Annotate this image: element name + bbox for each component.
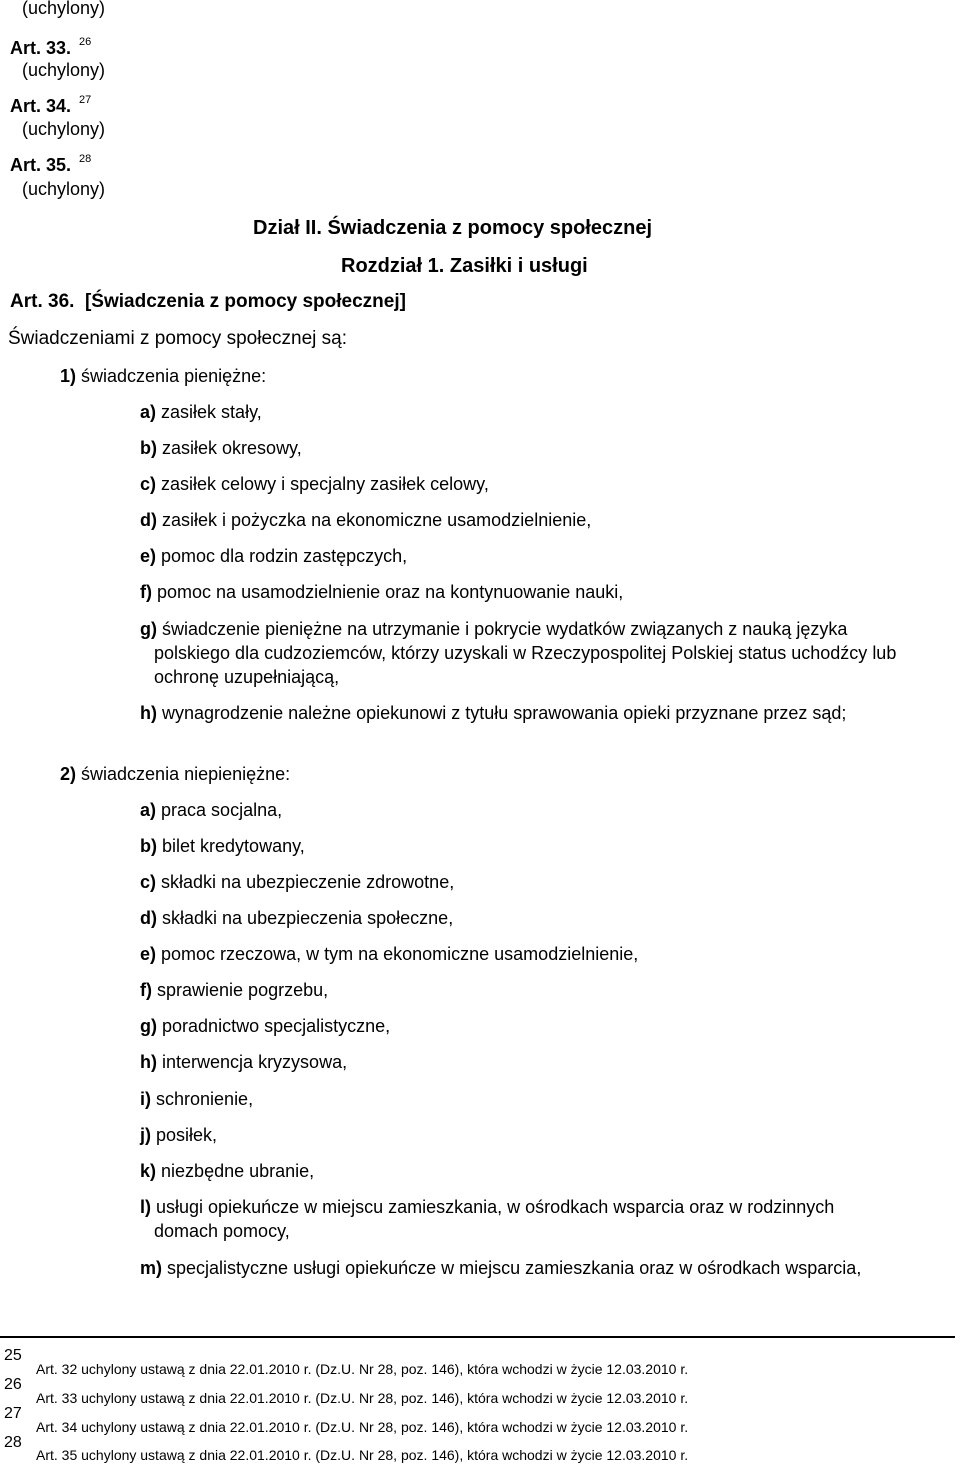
article-status: (uchylony) bbox=[22, 179, 106, 199]
article-intro: Świadczeniami z pomocy społecznej są: bbox=[8, 328, 347, 349]
article-label: Art. 36. bbox=[10, 291, 75, 312]
list-item: f) sprawienie pogrzebu, bbox=[140, 980, 329, 1000]
article-36-header bbox=[10, 291, 406, 313]
list-item: i) schronienie, bbox=[140, 1089, 254, 1109]
list-item: k) niezbędne ubranie, bbox=[140, 1161, 315, 1181]
list-item: b) bilet kredytowany, bbox=[140, 836, 305, 856]
list-item: h) interwencja kryzysowa, bbox=[140, 1052, 348, 1072]
article-title: [Świadczenia z pomocy społecznej] bbox=[84, 291, 406, 312]
article-status: (uchylony) bbox=[22, 119, 106, 139]
point-1: 1) świadczenia pieniężne: bbox=[60, 366, 267, 386]
list-item: g) świadczenie pieniężne na utrzymanie i pokrycie wydatków związanych z nauką języka polskiego dla cudzoziemców, którzy uzyskali w Rzeczypospolitej Polskiej status uchodźcy lub ochronę uzupełniającą, bbox=[140, 619, 897, 687]
list-item: h) wynagrodzenie należne opiekunowi z tytułu sprawowania opieki przyznane przez sąd; bbox=[140, 703, 847, 723]
list-item: e) pomoc dla rodzin zastępczych, bbox=[140, 546, 408, 566]
article-label: Art. 34. $^{27}$ bbox=[10, 94, 92, 116]
footnote-ref[interactable]: 28 bbox=[79, 153, 92, 165]
list-item: a) zasiłek stały, bbox=[140, 402, 262, 422]
list-item: b) zasiłek okresowy, bbox=[140, 438, 302, 458]
footnote-number: 27 bbox=[4, 1405, 22, 1422]
footnote-separator bbox=[0, 1336, 955, 1338]
list-item: g) poradnictwo specjalistyczne, bbox=[140, 1016, 391, 1036]
article-label: Art. 35. $^{28}$ bbox=[10, 153, 92, 175]
list-item: j) posiłek, bbox=[140, 1125, 218, 1145]
list-item: c) zasiłek celowy i specjalny zasiłek celowy, bbox=[140, 474, 489, 494]
division-title: Dział II. Świadczenia z pomocy społecznej bbox=[253, 217, 653, 239]
article-status: (uchylony) bbox=[22, 60, 106, 80]
footnote-ref[interactable]: 27 bbox=[79, 94, 92, 106]
footnote-ref[interactable]: 26 bbox=[79, 36, 92, 48]
footnote-number: 28 bbox=[4, 1434, 22, 1451]
list-item: m) specjalistyczne usługi opiekuńcze w miejscu zamieszkania oraz w ośrodkach wsparcia, bbox=[140, 1258, 862, 1278]
list-item: a) praca socjalna, bbox=[140, 800, 283, 820]
list-item: c) składki na ubezpieczenie zdrowotne, bbox=[140, 872, 455, 892]
point-2: 2) świadczenia niepieniężne: bbox=[60, 764, 291, 784]
footnote-number: 25 bbox=[4, 1347, 22, 1364]
footnote-number: 26 bbox=[4, 1376, 22, 1393]
list-item: d) składki na ubezpieczenia społeczne, bbox=[140, 908, 454, 928]
article-status: (uchylony) bbox=[22, 0, 106, 18]
chapter-title: Rozdział 1. Zasiłki i usługi bbox=[341, 255, 588, 277]
footnote-text: Art. 32 uchylony ustawą z dnia 22.01.2010 r. (Dz.U. Nr 28, poz. 146), która wchodzi w życie 12.03.2010 r. bbox=[36, 1361, 689, 1377]
list-item: e) pomoc rzeczowa, w tym na ekonomiczne usamodzielnienie, bbox=[140, 944, 639, 964]
list-item: d) zasiłek i pożyczka na ekonomiczne usamodzielnienie, bbox=[140, 510, 592, 530]
footnote-text: Art. 34 uchylony ustawą z dnia 22.01.2010 r. (Dz.U. Nr 28, poz. 146), która wchodzi w życie 12.03.2010 r. bbox=[36, 1419, 689, 1435]
list-item: l) usługi opiekuńcze w miejscu zamieszkania, w ośrodkach wsparcia oraz w rodzinnych domach pomocy, bbox=[140, 1197, 835, 1241]
footnote-text: Art. 33 uchylony ustawą z dnia 22.01.2010 r. (Dz.U. Nr 28, poz. 146), która wchodzi w życie 12.03.2010 r. bbox=[36, 1390, 689, 1406]
footnote-text: Art. 35 uchylony ustawą z dnia 22.01.2010 r. (Dz.U. Nr 28, poz. 146), która wchodzi w życie 12.03.2010 r. bbox=[36, 1447, 689, 1463]
list-item: f) pomoc na usamodzielnienie oraz na kontynuowanie nauki, bbox=[140, 582, 624, 602]
article-label: Art. 33. $^{26}$ bbox=[10, 36, 92, 58]
